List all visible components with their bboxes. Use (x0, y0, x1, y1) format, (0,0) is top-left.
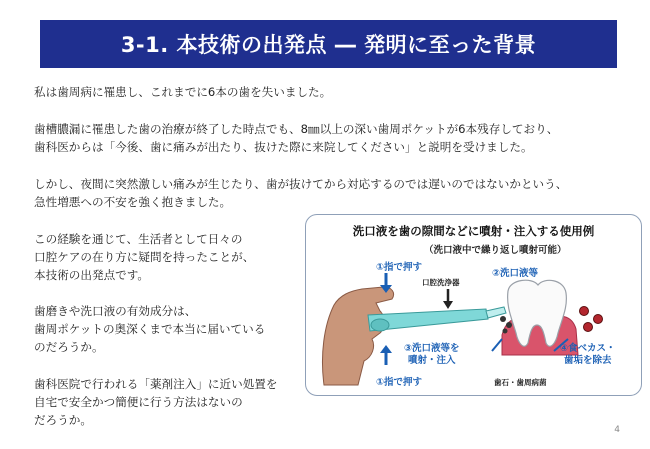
label-remove-line-1: ④食べカス・ (560, 343, 616, 354)
label-inject-line-2: 噴射・注入 (408, 355, 456, 366)
debris-dot (500, 316, 506, 322)
paragraph-4-line-1: この経験を通じて、生活者として日々の (34, 232, 243, 246)
debris-dot (506, 322, 512, 328)
page-number: 4 (614, 425, 620, 435)
title-bar (40, 20, 617, 68)
figure-subtitle: （洗口液中で繰り返し噴射可能） (424, 245, 567, 256)
paragraph-1: 私は歯周病に罹患し、これまでに6本の歯を失いました。 (34, 85, 332, 99)
bacteria-icon (594, 315, 603, 324)
debris-dot (503, 329, 508, 334)
label-press-top: ①指で押す (376, 262, 423, 273)
paragraph-6-line-2: 自宅で安全かつ簡便に行う方法はないの (34, 395, 243, 409)
paragraph-6-line-1: 歯科医院で行われる「薬剤注入」に近い処置を (34, 377, 278, 391)
slide-title: 3-1. 本技術の出発点 ― 発明に至った背景 (120, 33, 537, 57)
usage-example-figure (305, 214, 642, 396)
paragraph-2-line-1: 歯槽膿漏に罹患した歯の治療が終了した時点でも、8㎜以上の深い歯周ポケットが6本残存しており、 (34, 122, 559, 136)
paragraph-4-line-2: 口腔ケアの在り方に疑問を持ったことが、 (34, 250, 255, 264)
label-inject-line-1: ③洗口液等を (404, 343, 460, 354)
label-press-bottom: ①指で押す (376, 377, 423, 388)
paragraph-5-line-3: のだろうか。 (34, 340, 104, 354)
paragraph-5-line-2: 歯周ポケットの奥深くまで本当に届いている (34, 322, 266, 336)
bacteria-icon (584, 323, 593, 332)
paragraph-6-line-3: だろうか。 (34, 413, 92, 427)
hand-shape (322, 287, 393, 385)
label-inject (404, 343, 460, 367)
label-remove (560, 343, 616, 367)
label-oral-cleaner: 口腔洗浄器 (422, 278, 460, 287)
label-mouthwash: ②洗口液等 (492, 268, 539, 279)
paragraph-5-line-1: 歯磨きや洗口液の有効成分は、 (34, 304, 197, 318)
device-bulb (371, 319, 389, 331)
label-remove-line-2: 歯垢を除去 (564, 355, 612, 366)
paragraph-4-line-3: 本技術の出発点です。 (34, 268, 150, 282)
paragraph-2-line-2: 歯科医からは「今後、歯に痛みが出たり、抜けた際に来院してください」と説明を受けました。 (34, 140, 533, 154)
paragraph-3-line-1: しかし、夜間に突然激しい痛みが生じたり、歯が抜けてから対応するのでは遅いのではないかという、 (34, 177, 568, 191)
inject-arrow (492, 339, 502, 351)
paragraph-3-line-2: 急性増悪への不安を強く抱きました。 (34, 195, 232, 209)
figure-title: 洗口液を歯の隙間などに噴射・注入する使用例 (352, 224, 595, 238)
press-arrowhead-bottom (380, 345, 392, 353)
bacteria-icon (580, 307, 589, 316)
label-tartar: 歯石・歯周病菌 (494, 378, 547, 387)
cleaner-pointer-arrowhead (443, 301, 453, 309)
